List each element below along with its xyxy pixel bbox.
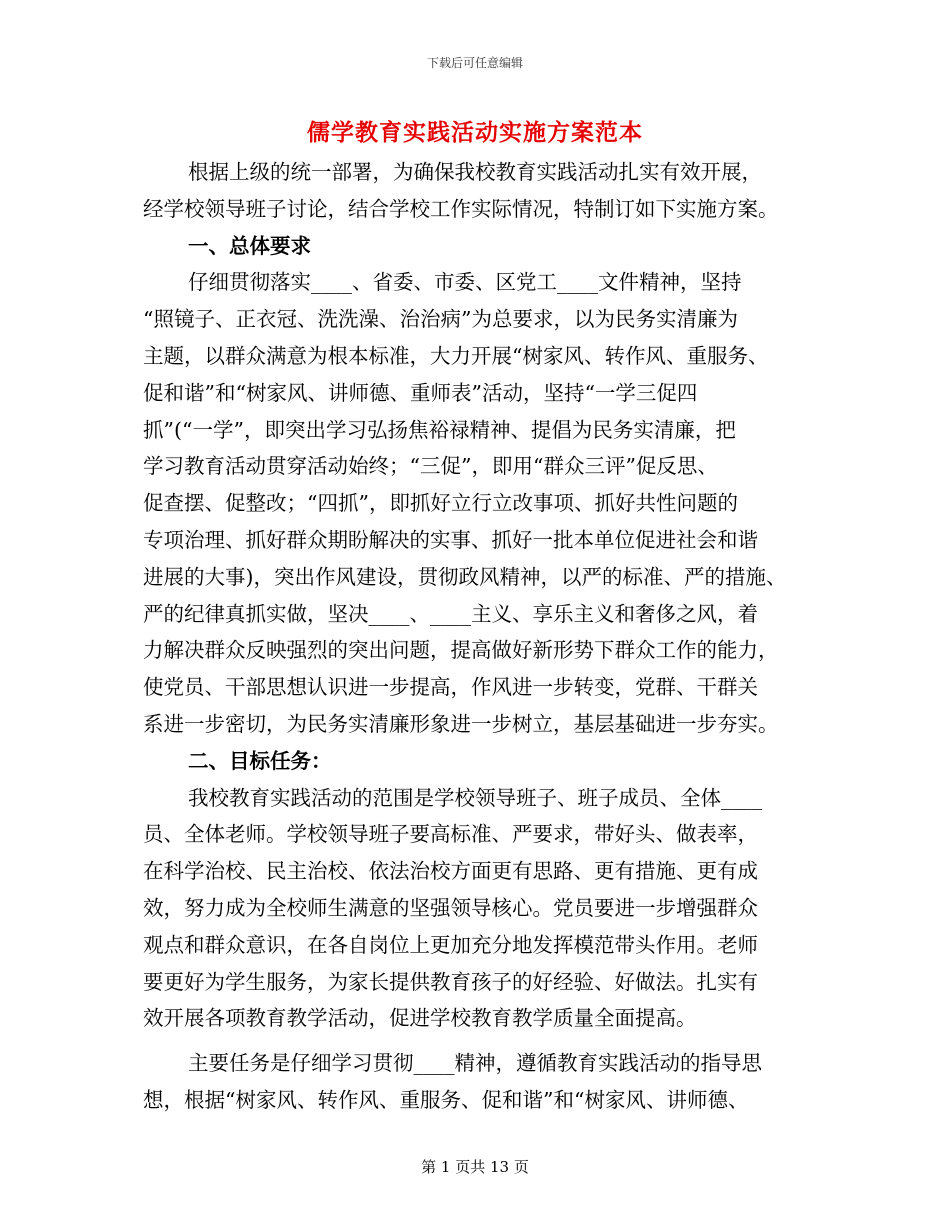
body-line: 仔细贯彻落实____、省委、市委、区党工____文件精神，坚持 <box>188 270 742 295</box>
body-line: 学习教育活动贯穿活动始终；“三促”，即用“群众三评”促反思、 <box>143 454 718 479</box>
body-line: 效开展各项教育教学活动，促进学校教育教学质量全面提高。 <box>143 1006 697 1031</box>
body-line: 力解决群众反映强烈的突出问题，提高做好新形势下群众工作的能力， <box>143 638 779 663</box>
body-line: 严的纪律真抓实做，坚决____、____主义、享乐主义和奢侈之风，着 <box>143 601 758 626</box>
body-line: 专项治理、抓好群众期盼解决的实事、抓好一批本单位促进社会和谐 <box>143 527 758 552</box>
document-body <box>143 154 813 1119</box>
body-line: 促和谐”和“树家风、讲师德、重师表”活动，坚持“一学三促四 <box>143 380 698 405</box>
body-line: 员、全体老师。学校领导班子要高标准、严要求，带好头、做表率， <box>143 822 758 847</box>
body-line: 使党员、干部思想认识进一步提高，作风进一步转变，党群、干群关 <box>143 675 758 700</box>
section-heading-goals-tasks: 二、目标任务： <box>188 748 332 773</box>
body-line: 进展的大事)，突出作风建设，贯彻政风精神，以严的标准、严的措施、 <box>143 564 787 589</box>
body-line: 根据上级的统一部署，为确保我校教育实践活动扎实有效开展， <box>188 160 762 184</box>
body-line: 系进一步密切，为民务实清廉形象进一步树立，基层基础进一步夯实。 <box>143 711 779 736</box>
page-number: 第 1 页共 13 页 <box>421 1158 529 1176</box>
section-heading-general-requirements: 一、总体要求 <box>188 233 311 258</box>
body-line: 主题，以群众满意为根本标准，大力开展“树家风、转作风、重服务、 <box>143 343 769 368</box>
document-title: 儒学教育实践活动实施方案范本 <box>307 119 643 146</box>
body-line: 想，根据“树家风、转作风、重服务、促和谐”和“树家风、讲师德、 <box>143 1087 749 1112</box>
download-note: 下载后可任意编辑 <box>426 56 523 70</box>
body-line: 效，努力成为全校师生满意的坚强领导核心。党员要进一步增强群众 <box>143 895 758 920</box>
body-line: 经学校领导班子讨论，结合学校工作实际情况，特制订如下实施方案。 <box>143 196 779 221</box>
body-line: 抓”(“一学”，即突出学习弘扬焦裕禄精神、提倡为民务实清廉，把 <box>143 417 736 442</box>
body-line: 促查摆、促整改；“四抓”，即抓好立行立改事项、抓好共性问题的 <box>143 491 738 516</box>
body-line: “照镜子、正衣冠、洗洗澡、治治病”为总要求，以为民务实清廉为 <box>143 307 738 332</box>
body-line: 我校教育实践活动的范围是学校领导班子、班子成员、全体____ <box>188 785 762 810</box>
body-line: 观点和群众意识，在各自岗位上更加充分地发挥模范带头作用。老师 <box>143 932 758 957</box>
body-line: 要更好为学生服务，为家长提供教育孩子的好经验、好做法。扎实有 <box>143 969 758 994</box>
body-line: 主要任务是仔细学习贯彻____精神，遵循教育实践活动的指导思 <box>188 1051 762 1076</box>
body-line: 在科学治校、民主治校、依法治校方面更有思路、更有措施、更有成 <box>143 859 758 884</box>
